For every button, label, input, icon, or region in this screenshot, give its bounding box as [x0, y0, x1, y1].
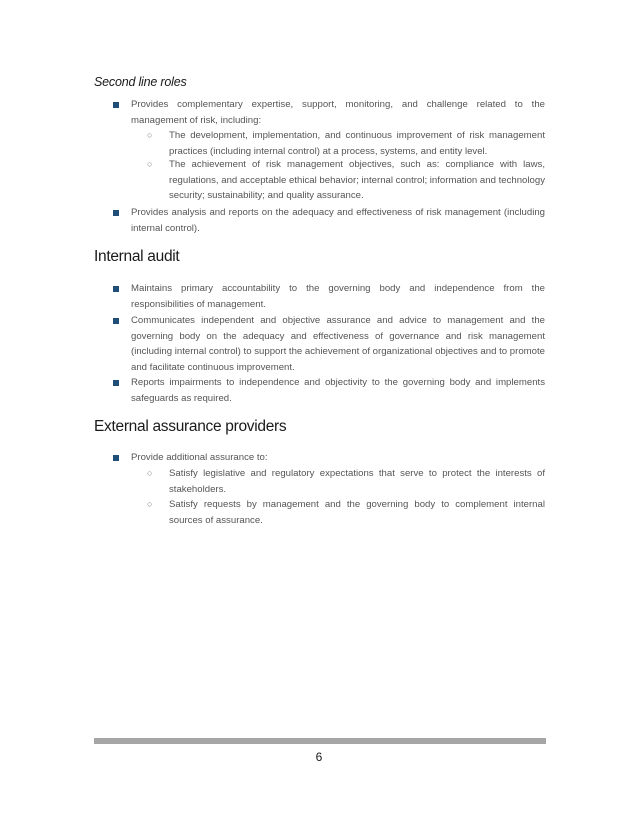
page-number: 6	[315, 750, 323, 764]
internal-audit-bullet-1	[131, 281, 545, 312]
bullet-text: Maintains primary accountability to the governing body and independence from the responsibilities of management.	[131, 283, 545, 310]
square-bullet-icon	[113, 455, 119, 461]
circle-bullet-icon: ○	[147, 499, 153, 509]
bullet-text: Provides analysis and reports on the adequacy and effectiveness of risk management (including internal control).	[131, 207, 545, 234]
square-bullet-icon	[113, 102, 119, 108]
square-bullet-icon	[113, 380, 119, 386]
bullet-text: Reports impairments to independence and objectivity to the governing body and implements safeguards as required.	[131, 377, 545, 404]
sub-bullet-text: The achievement of risk management objectives, such as: compliance with laws, regulations, and acceptable ethical behavior; internal control; information and technology security; sustainability; and quality assurance.	[169, 159, 545, 201]
circle-bullet-icon: ○	[147, 159, 153, 169]
square-bullet-icon	[113, 286, 119, 292]
second-line-bullet-2	[131, 205, 545, 236]
square-bullet-icon	[113, 318, 119, 324]
footer-divider-bar	[94, 738, 546, 744]
bullet-text: Provide additional assurance to:	[131, 452, 268, 463]
circle-bullet-icon: ○	[147, 130, 153, 140]
bullet-text: Provides complementary expertise, support, monitoring, and challenge related to the management of risk, including:	[131, 99, 545, 126]
sub-bullet-text: Satisfy legislative and regulatory expectations that serve to protect the interests of stakeholders.	[169, 468, 545, 495]
second-line-sub-2	[147, 157, 545, 204]
internal-audit-bullet-3	[131, 375, 545, 406]
circle-bullet-icon: ○	[147, 468, 153, 478]
internal-audit-heading: Internal audit	[94, 248, 180, 265]
external-assurance-heading: External assurance providers	[94, 418, 287, 435]
internal-audit-bullet-2	[131, 313, 545, 375]
second-line-sub-1	[147, 128, 545, 159]
bullet-text: Communicates independent and objective assurance and advice to management and the governing body on the adequacy and effectiveness of governance and risk management (including internal control) to support the achievement of organizational objectives and to promote and facilitate continuous improvement.	[131, 315, 545, 373]
external-bullet-1	[131, 450, 545, 466]
second-line-roles-heading: Second line roles	[94, 75, 187, 89]
square-bullet-icon	[113, 210, 119, 216]
external-sub-1	[147, 466, 545, 497]
second-line-bullet-1	[131, 97, 545, 128]
sub-bullet-text: Satisfy requests by management and the governing body to complement internal sources of assurance.	[169, 499, 545, 526]
external-sub-2	[147, 497, 545, 528]
sub-bullet-text: The development, implementation, and continuous improvement of risk management practices (including internal control) at a process, systems, and entity level.	[169, 130, 545, 157]
